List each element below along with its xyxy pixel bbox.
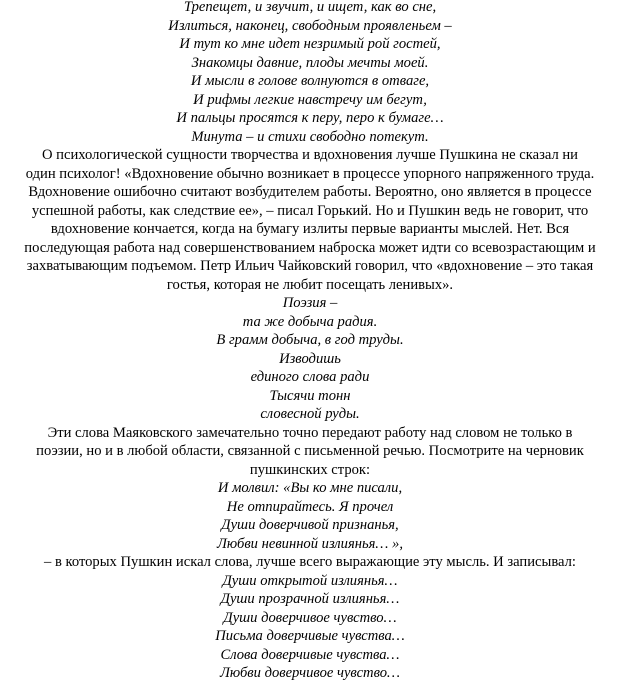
verse-line: Знакомцы давние, плоды мечты моей.: [191, 54, 429, 71]
verse-line: Изводишь: [279, 350, 341, 367]
paragraph-line: вдохновение кончается, когда на бумагу излиты первые варианты мыслей. Нет. Вся: [50, 221, 570, 237]
verse-line: Слова доверчивые чувства…: [220, 646, 400, 663]
paragraph-line: успешной работы, как следствие ее», – писал Горький. Но и Пушкин ведь не говорит, что: [31, 202, 589, 219]
verse-line: Души доверчивой признанья,: [221, 517, 399, 533]
paragraph-inspiration: [0, 146, 620, 294]
verse-line: Минута – и стихи свободно потекут.: [191, 128, 429, 145]
paragraph-line: Эти слова Маяковского замечательно точно передают работу над словом не только в: [47, 424, 573, 441]
verse-line: Любви невинной излиянья… »,: [217, 535, 403, 552]
paragraph-line: гостья, которая не любит посещать ленивых».: [166, 276, 454, 293]
paragraph-line: поэзии, но и в любой области, связанной с письменной речью. Посмотрите на черновик: [36, 443, 584, 459]
paragraph-line: Вдохновение ошибочно считают возбудителем работы. Вероятно, оно является в процессе: [28, 184, 592, 200]
verse-line: словесной руды.: [260, 406, 360, 422]
paragraph-line: пушкинских строк:: [249, 461, 371, 478]
verse-line: И молвил: «Вы ко мне писали,: [217, 480, 403, 496]
verse-line: Тысячи тонн: [269, 387, 351, 404]
verse-line: Излиться, наконец, свободным проявленьем –: [168, 17, 452, 34]
verse-line: Любви доверчивое чувство…: [219, 665, 401, 681]
paragraph-line: захватывающим подъемом. Петр Ильич Чайковский говорил, что «вдохновение – это такая: [26, 258, 594, 274]
paragraph-line: О психологической сущности творчества и вдохновения лучше Пушкина не сказал ни: [41, 147, 578, 163]
verse-line: та же добыча радия.: [242, 313, 378, 330]
verse-line: единого слова ради: [250, 369, 370, 385]
verse-line: Души открытой излиянья…: [222, 572, 398, 589]
verse-onegin-draft: [0, 479, 620, 553]
verse-line: И пальцы просятся к перу, перо к бумаге…: [176, 110, 444, 126]
verse-line: И тут ко мне идет незримый рой гостей,: [179, 36, 441, 52]
verse-line: Поэзия –: [282, 295, 338, 311]
verse-line: Письма доверчивые чувства…: [215, 628, 405, 644]
verse-line: Трепещет, и звучит, и ищет, как во сне,: [183, 0, 437, 15]
verse-line: Души прозрачной излиянья…: [220, 591, 400, 607]
verse-line: Не отпирайтесь. Я прочел: [226, 498, 394, 515]
verse-line: И мысли в голове волнуются в отваге,: [190, 73, 430, 89]
paragraph-line: один психолог! «Вдохновение обычно возникает в процессе упорного напряженного труда.: [25, 165, 595, 182]
verse-line: В грамм добыча, в год труды.: [216, 332, 404, 348]
paragraph-line: – в которых Пушкин искал слова, лучше всего выражающие эту мысль. И записывал:: [44, 554, 576, 570]
verse-line: Души доверчивое чувство…: [223, 609, 397, 626]
verse-line: И рифмы легкие навстречу им бегут,: [193, 91, 427, 108]
verse-mayakovsky: [0, 294, 620, 424]
paragraph-line: последующая работа над совершенствованием наброска может идти со всевозрастающим и: [24, 239, 596, 256]
verse-draft-variants: [0, 572, 620, 683]
paragraph-mayakovsky-comment: [0, 424, 620, 480]
verse-pushkin-autumn: [0, 0, 620, 146]
